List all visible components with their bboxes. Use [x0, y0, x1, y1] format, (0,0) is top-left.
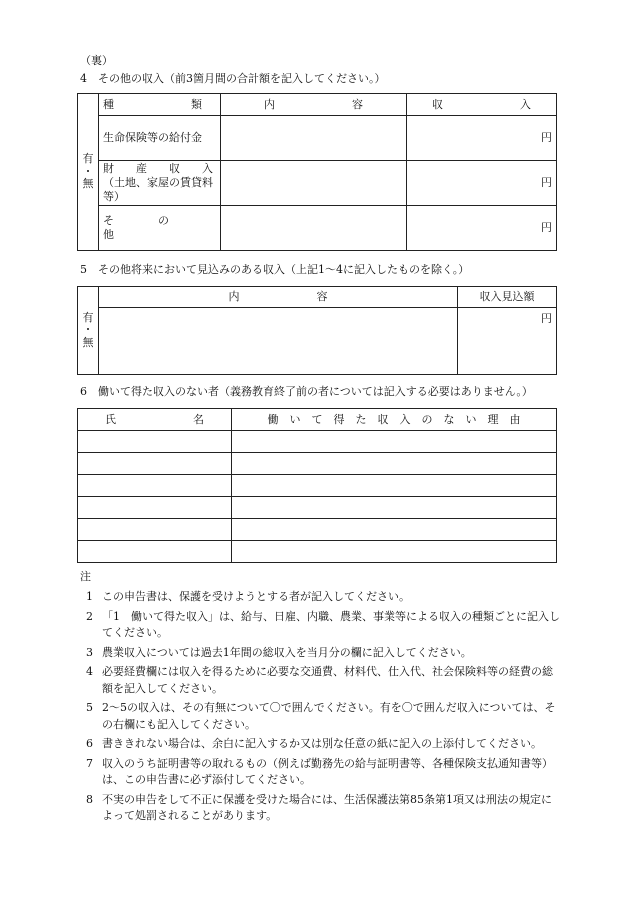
reason-cell[interactable] — [232, 475, 557, 497]
name-cell[interactable] — [78, 453, 232, 475]
note-item: 1 この申告書は、保護を受けようとする者が記入してください。 — [86, 590, 410, 603]
header-content: 内 容 — [221, 94, 407, 116]
section4-table — [77, 93, 557, 251]
reason-cell[interactable] — [232, 431, 557, 453]
section5-title: 5 その他将来において見込みのある収入（上記1～4に記入したものを除く。） — [80, 263, 470, 276]
notes-list — [80, 589, 560, 828]
future-income-amount[interactable]: 円 — [458, 308, 557, 375]
notes-heading: 注 — [80, 570, 91, 583]
reason-cell[interactable] — [232, 541, 557, 563]
row-life-insurance-label: 生命保険等の給付金 — [99, 116, 221, 161]
note-item: 2 「1 働いて得た収入」は、給与、日雇、内職、農業、事業等による収入の種類ごとに記入してください。 — [86, 609, 560, 639]
section5-yes-no[interactable]: 有 ・ 無 — [78, 287, 99, 375]
row-life-insurance-income[interactable]: 円 — [407, 116, 557, 161]
section4-title: 4 その他の収入（前3箇月間の合計額を記入してください。） — [80, 72, 386, 85]
reason-cell[interactable] — [232, 453, 557, 475]
row-other-content[interactable] — [221, 206, 407, 251]
row-life-insurance-content[interactable] — [221, 116, 407, 161]
future-income-content[interactable] — [99, 308, 458, 375]
header-name: 氏 名 — [78, 409, 232, 431]
row-property-income-income[interactable]: 円 — [407, 161, 557, 206]
section6-table — [77, 408, 557, 563]
header-expected: 収入見込額 — [458, 287, 557, 308]
header-content: 内 容 — [99, 287, 458, 308]
section4-yes-no[interactable]: 有 ・ 無 — [78, 94, 99, 251]
reason-cell[interactable] — [232, 519, 557, 541]
note-item: 7 収入のうち証明書等の取れるもの（例えば勤務先の給与証明書等、各種保険支払通知書等）は、この申告書に必ず添付してください。 — [86, 756, 553, 786]
name-cell[interactable] — [78, 497, 232, 519]
note-item: 6 書ききれない場合は、余白に記入するか又は別な任意の紙に記入の上添付してください。 — [86, 737, 542, 750]
name-cell[interactable] — [78, 431, 232, 453]
header-reason: 働 い て 得 た 収 入 の な い 理 由 — [232, 409, 557, 431]
name-cell[interactable] — [78, 475, 232, 497]
section5-table — [77, 286, 557, 375]
note-item: 5 2～5の収入は、その有無について〇で囲んでください。有を〇で囲んだ収入については、その右欄にも記入してください。 — [86, 701, 556, 731]
section6-title: 6 働いて得た収入のない者（義務教育終了前の者については記入する必要はありません。） — [80, 385, 533, 398]
page-label: （裏） — [80, 54, 113, 67]
row-other-label: そ の 他 — [99, 206, 221, 251]
note-item: 3 農業収入については過去1年間の総収入を当月分の欄に記入してください。 — [86, 645, 472, 659]
row-property-income-content[interactable] — [221, 161, 407, 206]
row-other-income[interactable]: 円 — [407, 206, 557, 251]
reason-cell[interactable] — [232, 497, 557, 519]
header-income: 収 入 — [407, 94, 557, 116]
name-cell[interactable] — [78, 519, 232, 541]
name-cell[interactable] — [78, 541, 232, 563]
note-item: 4 必要経費欄には収入を得るために必要な交通費、材料代、仕入代、社会保険料等の経費の総額を記入してください。 — [86, 665, 553, 695]
row-property-income-label: 財 産 収 入 （土地、家屋の賃貸料 等） — [99, 161, 221, 206]
header-type: 種 類 — [99, 94, 221, 116]
note-item: 8 不実の申告をして不正に保護を受けた場合には、生活保護法第85条第1項又は刑法の規定によって処罰されることがあります。 — [86, 792, 552, 822]
